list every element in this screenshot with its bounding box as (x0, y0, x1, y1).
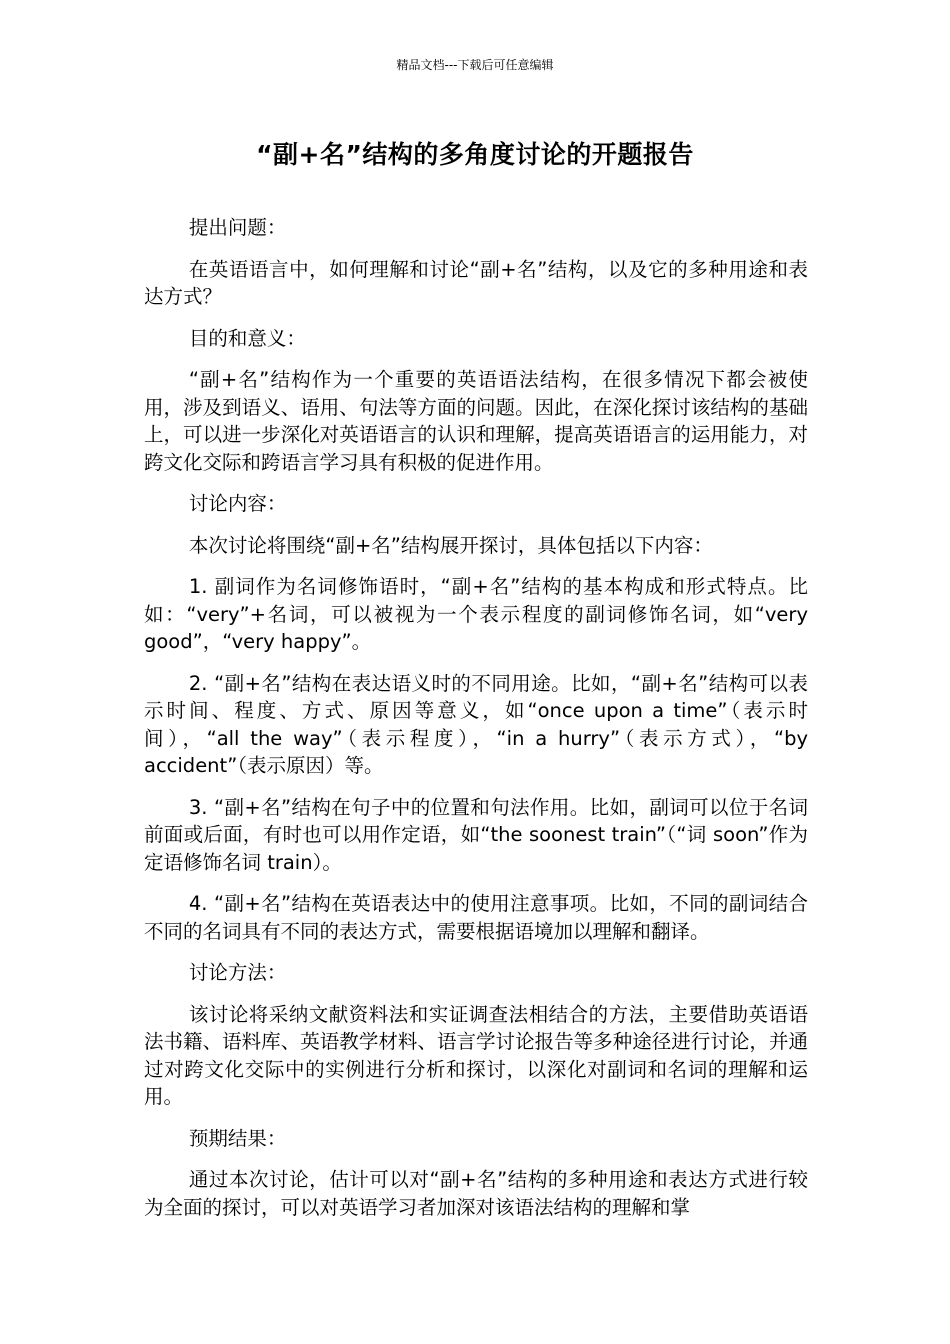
list-item-3: 3. “副+名”结构在句子中的位置和句法作用。比如，副词可以位于名词前面或后面，有时也可以用作定语，如“the soonest train”（“词 soon”作为定语修饰名词 train）。 (144, 795, 808, 874)
section-heading-question: 提出问题： (188, 216, 287, 239)
list-item-1: 1. 副词作为名词修饰语时，“副+名”结构的基本构成和形式特点。比如：“very”+名词，可以被视为一个表示程度的副词修饰名词，如“very good”，“very happy”。 (144, 575, 808, 653)
document-title: “副+名”结构的多角度讨论的开题报告 (256, 140, 694, 169)
section-heading-content: 讨论内容： (188, 492, 287, 515)
section-heading-method: 讨论方法： (188, 961, 287, 984)
paragraph-content-intro: 本次讨论将围绕“副+名”结构展开探讨，具体包括以下内容： (188, 533, 713, 557)
list-item-2: 2. “副+名”结构在表达语义时的不同用途。比如，“副+名”结构可以表示时间、程度、方式、原因等意义，如“once upon a time”（表示时间），“all the way”（表示程度），“in a hurry”（表示方式），“by accident”（表示原因）等。 (144, 671, 808, 777)
paragraph-method: 该讨论将采纳文献资料法和实证调查法相结合的方法，主要借助英语语法书籍、语料库、英语教学材料、语言学讨论报告等多种途径进行讨论，并通过对跨文化交际中的实例进行分析和探讨，以深化对副词和名词的理解和运用。 (144, 1002, 808, 1108)
paragraph-results: 通过本次讨论，估计可以对“副+名”结构的多种用途和表达方式进行较为全面的探讨，可以对英语学习者加深对该语法结构的理解和掌 (144, 1168, 808, 1219)
paragraph-question: 在英语语言中，如何理解和讨论“副+名”结构，以及它的多种用途和表达方式？ (144, 257, 808, 308)
paragraph-purpose: “副+名”结构作为一个重要的英语语法结构，在很多情况下都会被使用，涉及到语义、语用、句法等方面的问题。因此，在深化探讨该结构的基础上，可以进一步深化对英语语言的认识和理解，提高英语语言的运用能力，对跨文化交际和跨语言学习具有积极的促进作用。 (144, 368, 808, 474)
section-heading-results: 预期结果： (188, 1126, 287, 1150)
document-body (144, 214, 808, 1235)
section-heading-purpose: 目的和意义： (188, 326, 306, 350)
list-item-4: 4. “副+名”结构在英语表达中的使用注意事项。比如，不同的副词结合不同的名词具有不同的表达方式，需要根据语境加以理解和翻译。 (144, 892, 808, 943)
header-note: 精品文档---下载后可任意编辑 (396, 58, 554, 72)
